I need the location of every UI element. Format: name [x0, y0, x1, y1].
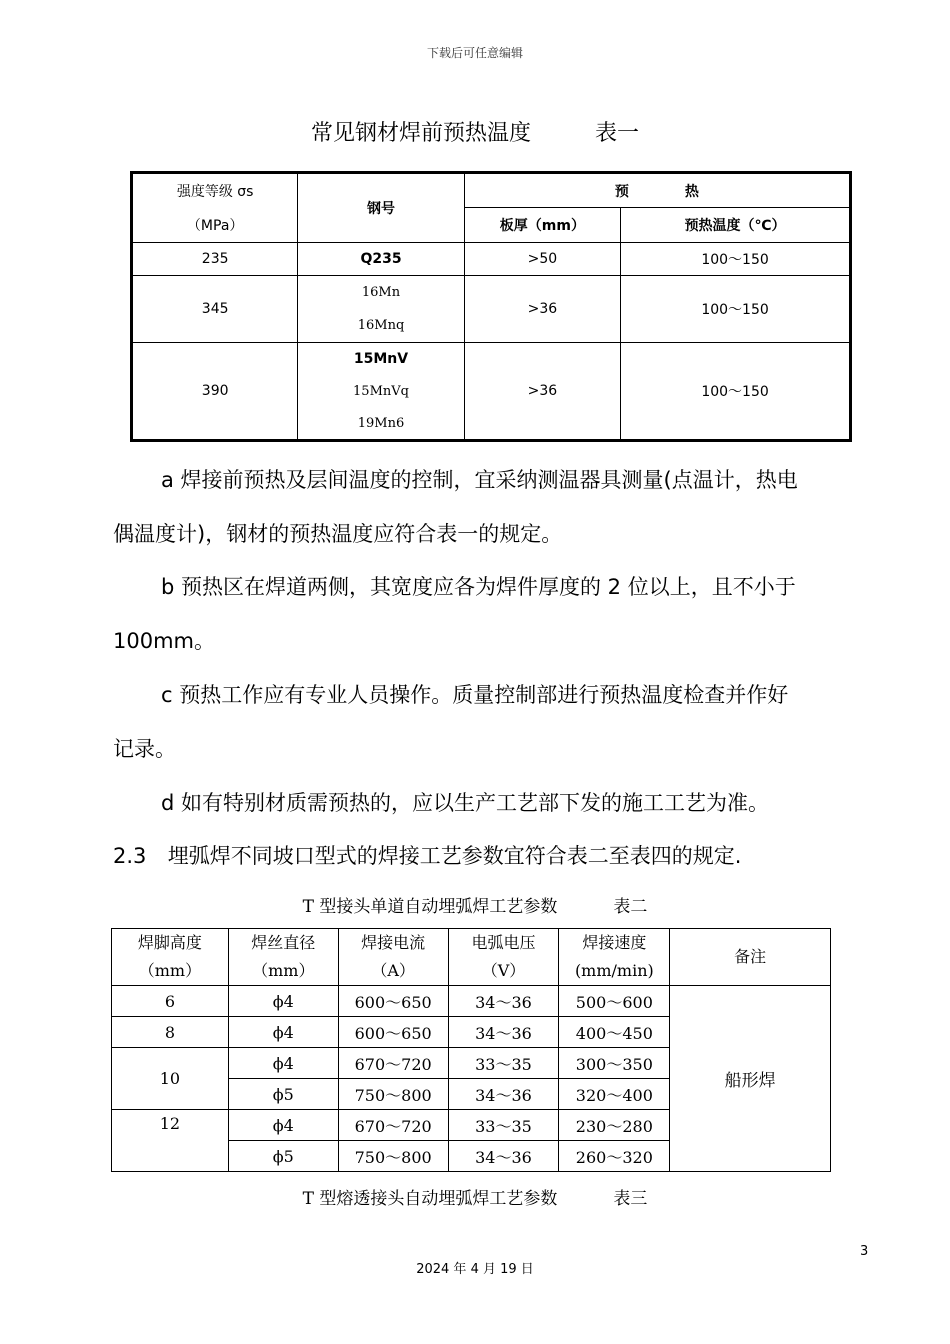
- col-header: 备注: [670, 929, 831, 986]
- header-strength: 强度等级 σs （MPa）: [132, 173, 298, 243]
- page-number: 3: [860, 1244, 869, 1259]
- paragraph-d: d 如有特别材质需预热的，应以生产工艺部下发的施工工艺为准。: [161, 791, 770, 815]
- table3-title: T 型熔透接头自动埋弧焊工艺参数 表三: [302, 1189, 648, 1209]
- table2-title: T 型接头单道自动埋弧焊工艺参数 表二: [302, 897, 648, 917]
- col-header: 焊接电流 （A）: [338, 929, 448, 986]
- table-row: 390 15MnV 15MnVq 19Mn6 >36 100～150: [132, 343, 851, 441]
- section-number: 2.3: [113, 844, 147, 868]
- table1-title: [0, 116, 950, 147]
- header-steel: 钢号: [298, 173, 464, 243]
- table-row: 235 Q235 >50 100～150: [132, 243, 851, 276]
- footer-date: 2024 年 4 月 19 日: [416, 1262, 534, 1277]
- table-row: 10 ϕ4 670～720 33～35 300～350: [112, 1048, 831, 1079]
- header-thickness: 板厚（mm）: [464, 208, 620, 243]
- paragraph-b: b 预热区在焊道两侧，其宽度应各为焊件厚度的 2 位以上，且不小于 100mm。: [113, 575, 796, 653]
- paragraph-c: c 预热工作应有专业人员操作。质量控制部进行预热温度检查并作好 记录。: [113, 683, 789, 761]
- header-preheat: 预 热: [464, 173, 850, 208]
- remark-cell: 船形焊: [670, 986, 831, 1172]
- paragraph-a: a 焊接前预热及层间温度的控制，宜采纳测温器具测量(点温计，热电 偶温度计)，钢材的预热温度应符合表一的规定。: [113, 468, 798, 546]
- col-header: 焊丝直径 （mm）: [228, 929, 338, 986]
- col-header: 焊接速度 (mm/min): [559, 929, 670, 986]
- table-row: 345 16Mn 16Mnq >36 100～150: [132, 276, 851, 343]
- table-row: 12 ϕ4 670～720 33～35 230～280: [112, 1110, 831, 1141]
- col-header: 焊脚高度 （mm）: [112, 929, 229, 986]
- table-row: ϕ5 750～800 34～36 320～400: [112, 1079, 831, 1110]
- table-row: 8 ϕ4 600～650 34～36 400～450: [112, 1017, 831, 1048]
- section-text: 埋弧焊不同坡口型式的焊接工艺参数宜符合表二至表四的规定.: [167, 844, 742, 868]
- page-header: 下载后可任意编辑: [426, 46, 523, 60]
- table-row: ϕ5 750～800 34～36 260～320: [112, 1141, 831, 1172]
- header-temp: 预热温度（℃）: [621, 208, 851, 243]
- table1-label: 表一: [595, 121, 640, 146]
- section-heading: [113, 840, 741, 870]
- table1-title-text: 常见钢材焊前预热温度: [310, 121, 531, 146]
- table-row: 6 ϕ4 600～650 34～36 500～600 船形焊: [112, 986, 831, 1017]
- col-header: 电弧电压 （V）: [448, 929, 559, 986]
- saw-params-table: [111, 928, 831, 1172]
- preheat-table: [130, 171, 852, 442]
